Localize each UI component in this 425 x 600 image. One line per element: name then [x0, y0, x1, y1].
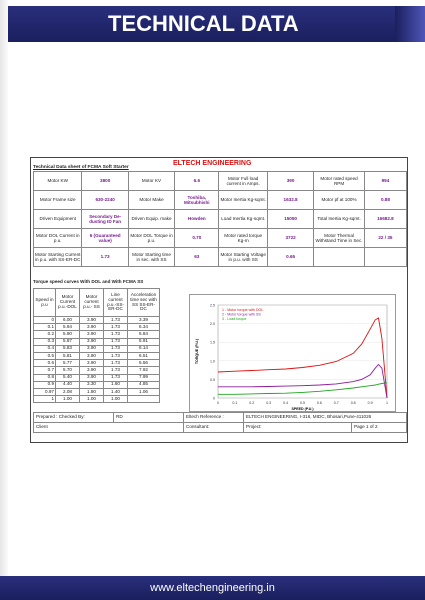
torque-cell: 1.06: [128, 388, 160, 395]
torque-cell: 5.40: [56, 374, 80, 381]
torque-cell: 1.73: [104, 338, 128, 345]
spec-value: Secondary De-dusting ID Fan: [82, 210, 128, 229]
spec-label: Motor Thermal Withstand Time in Sec.: [314, 229, 365, 248]
chart-svg: [190, 295, 397, 413]
torque-row: [34, 381, 160, 388]
spec-value: 1632.8: [267, 191, 313, 210]
project-label: Project:: [244, 423, 352, 433]
spec-value: 3722: [267, 229, 313, 248]
y-tick-label: 2.5: [210, 303, 215, 308]
torque-cell: 0.9: [34, 381, 56, 388]
x-tick-label: 0.4: [283, 401, 289, 405]
spec-value: 63: [175, 248, 219, 267]
torque-cell: 1.80: [80, 388, 104, 395]
torque-cell: 3.90: [80, 352, 104, 359]
spec-row: [34, 210, 407, 229]
torque-cell: 1: [34, 396, 56, 403]
torque-cell: 6.14: [128, 345, 160, 352]
torque-cell: 6.51: [128, 352, 160, 359]
torque-cell: 1.73: [104, 324, 128, 331]
spec-label: Load Inertia Kg-sqmt.: [219, 210, 267, 229]
spec-label: Motor Inertia Kg-sqmt.: [219, 191, 267, 210]
spec-value: 6 (Guaranteed value): [82, 229, 128, 248]
torque-cell: 1.40: [104, 388, 128, 395]
y-tick-label: 1.5: [210, 340, 215, 345]
spec-value: [364, 248, 406, 267]
y-tick-label: 0: [213, 396, 215, 401]
spec-value: 1.73: [82, 248, 128, 267]
torque-table: [33, 288, 160, 403]
spec-value: 630-2240: [82, 191, 128, 210]
torque-cell: 2.08: [56, 388, 80, 395]
spec-row: [34, 248, 407, 267]
y-axis-label: TORQUE (P.U.): [195, 338, 199, 365]
torque-cell: 1.73: [104, 367, 128, 374]
spec-label: Motor KV: [128, 172, 174, 191]
spec-label: Motor KW: [34, 172, 82, 191]
torque-cell: 5.81: [56, 352, 80, 359]
torque-cell: [128, 396, 160, 403]
torque-cell: 3.39: [128, 317, 160, 324]
consultant-label: Consultant:: [184, 423, 244, 433]
reference-label: Eltech Reference :: [184, 413, 244, 423]
y-tick-label: 0.5: [210, 377, 215, 382]
x-tick-label: 0.9: [367, 401, 373, 405]
torque-cell: 5.87: [56, 338, 80, 345]
torque-cell: 0.3: [34, 338, 56, 345]
spec-label: Motor Frame size: [34, 191, 82, 210]
torque-cell: 1.60: [104, 381, 128, 388]
torque-cell: 3.90: [80, 331, 104, 338]
torque-cell: 4.40: [56, 381, 80, 388]
torque-cell: 0.5: [34, 352, 56, 359]
x-axis-label: SPEED (P.U.): [291, 407, 314, 411]
spec-value: 22 / 35: [364, 229, 406, 248]
prepared-value: RD: [114, 413, 184, 423]
torque-cell: 5.90: [56, 331, 80, 338]
torque-cell: 1.73: [104, 345, 128, 352]
torque-cell: 5.91: [128, 338, 160, 345]
torque-cell: 4.85: [128, 381, 160, 388]
torque-row: [34, 331, 160, 338]
spec-label: Driven Equipment: [34, 210, 82, 229]
spec-value: 390: [267, 172, 313, 191]
torque-cell: 1.73: [104, 331, 128, 338]
spec-label: Motor Starting time in sec. with SS: [128, 248, 174, 267]
footer-table: [33, 412, 407, 433]
page-number: Page 1 of 2: [352, 423, 407, 433]
x-tick-label: 0: [217, 401, 219, 405]
torque-cell: 0.6: [34, 360, 56, 367]
torque-cell: 7.92: [128, 367, 160, 374]
reference-value: ELTECH ENGINEERING, I-316, MIDC, Bhosari,Pune-411026: [244, 413, 407, 423]
technical-data-sheet: [30, 157, 408, 443]
x-tick-label: 0.7: [333, 401, 339, 405]
torque-cell: 0.97: [34, 388, 56, 395]
torque-cell: 6.34: [128, 324, 160, 331]
torque-row: [34, 352, 160, 359]
spec-value: 3800: [82, 172, 128, 191]
torque-cell: 5.77: [56, 360, 80, 367]
title-banner: [8, 6, 425, 42]
x-tick-label: 0.5: [300, 401, 305, 405]
torque-cell: 0.7: [34, 367, 56, 374]
torque-cell: 0.4: [34, 345, 56, 352]
torque-row: [34, 396, 160, 403]
spec-value: Toshiba, Mitsubhishi: [175, 191, 219, 210]
torque-cell: 3.90: [80, 324, 104, 331]
x-tick-label: 1: [386, 401, 388, 405]
x-tick-label: 0.2: [249, 401, 255, 405]
torque-row: [34, 374, 160, 381]
x-tick-label: 0.1: [232, 401, 238, 405]
company-name: ELTECH ENGINEERING: [173, 160, 252, 167]
spec-label: Motor rated speed RPM: [314, 172, 365, 191]
spec-table: [33, 171, 407, 267]
spec-label: Total Inertia Kg-sqmt.: [314, 210, 365, 229]
torque-cell: 0: [34, 317, 56, 324]
torque-cell: 1.00: [56, 396, 80, 403]
spec-label: [314, 248, 365, 267]
torque-cell: 1.73: [104, 352, 128, 359]
spec-value: 6.6: [175, 172, 219, 191]
torque-row: [34, 345, 160, 352]
torque-header: Motor current p.u.- SS: [80, 289, 104, 317]
torque-cell: 3.90: [80, 374, 104, 381]
torque-cell: 6.00: [56, 317, 80, 324]
y-tick-label: 2.0: [210, 322, 215, 327]
torque-header: Motor Current p.u.-DOL: [56, 289, 80, 317]
torque-cell: 1.00: [104, 396, 128, 403]
legend-entry: 1 - Motor torque with DOL: [222, 308, 264, 312]
torque-cell: 1.00: [80, 396, 104, 403]
prepared-label: Prepared : Checked By:: [34, 413, 114, 423]
spec-row: [34, 172, 407, 191]
spec-value: 0.70: [175, 229, 219, 248]
torque-cell: 3.90: [80, 317, 104, 324]
website-footer[interactable]: www.eltechengineering.in: [0, 576, 425, 600]
spec-label: Motor pf at 100%: [314, 191, 365, 210]
spec-label: Motor DOL Current in p.u.: [34, 229, 82, 248]
spec-value: 16682.8: [364, 210, 406, 229]
torque-speed-chart: [189, 294, 396, 412]
spec-label: Motor rated torque Kg-m: [219, 229, 267, 248]
torque-cell: 3.90: [80, 345, 104, 352]
banner-accent: [395, 6, 425, 42]
torque-row: [34, 317, 160, 324]
torque-cell: 5.70: [56, 367, 80, 374]
spec-label: Motor DOL Torque in p.u.: [128, 229, 174, 248]
spec-value: 15050: [267, 210, 313, 229]
torque-cell: 5.83: [56, 345, 80, 352]
torque-cell: 6.56: [128, 360, 160, 367]
torque-row: [34, 367, 160, 374]
spec-row: [34, 229, 407, 248]
torque-header: Line current p.u.-SS-ER-DC: [104, 289, 128, 317]
spec-label: Motor Make: [128, 191, 174, 210]
torque-cell: 5.84: [128, 331, 160, 338]
torque-cell: 3.90: [80, 338, 104, 345]
torque-cell: 1.73: [104, 374, 128, 381]
left-edge-decoration: [0, 0, 8, 600]
torque-cell: 5.94: [56, 324, 80, 331]
torque-header: Speed in p.u: [34, 289, 56, 317]
spec-value: 0.88: [364, 191, 406, 210]
x-tick-label: 0.3: [266, 401, 272, 405]
torque-row: [34, 324, 160, 331]
torque-row: [34, 360, 160, 367]
client-label: Client: [34, 423, 184, 433]
torque-row: [34, 388, 160, 395]
torque-cell: 7.99: [128, 374, 160, 381]
spec-value: Howden: [175, 210, 219, 229]
spec-row: [34, 191, 407, 210]
page-title: TECHNICAL DATA: [108, 11, 299, 36]
torque-row: [34, 338, 160, 345]
spec-label: Motor Starting Current in p.u. with SS-ER-DC: [34, 248, 82, 267]
torque-cell: 0.2: [34, 331, 56, 338]
x-tick-label: 0.6: [316, 401, 322, 405]
spec-label: Motor Starting Voltage in p.u. with SS: [219, 248, 267, 267]
spec-value: 0.65: [267, 248, 313, 267]
torque-cell: 0.1: [34, 324, 56, 331]
torque-header: Acceleration time sec with SS SS-ER-DC: [128, 289, 160, 317]
legend-entry: 2 - Motor torque with SS: [222, 312, 261, 317]
torque-cell: 1.73: [104, 317, 128, 324]
spec-label: Motor Full load current in Amps.: [219, 172, 267, 191]
torque-title: Torque speed curves With DOL and With FCMA SS: [33, 279, 144, 284]
torque-cell: 3.30: [80, 381, 104, 388]
spec-label: Driven Equip. make: [128, 210, 174, 229]
torque-cell: 3.90: [80, 360, 104, 367]
torque-cell: 0.8: [34, 374, 56, 381]
spec-value: 994: [364, 172, 406, 191]
legend-entry: 3 - Load torque: [222, 317, 247, 321]
y-tick-label: 1.0: [210, 359, 215, 364]
torque-cell: 3.90: [80, 367, 104, 374]
x-tick-label: 0.8: [350, 401, 356, 405]
sheet-heading: Technical Data sheet of FCMA Soft Starter: [33, 165, 129, 170]
torque-cell: 1.73: [104, 360, 128, 367]
